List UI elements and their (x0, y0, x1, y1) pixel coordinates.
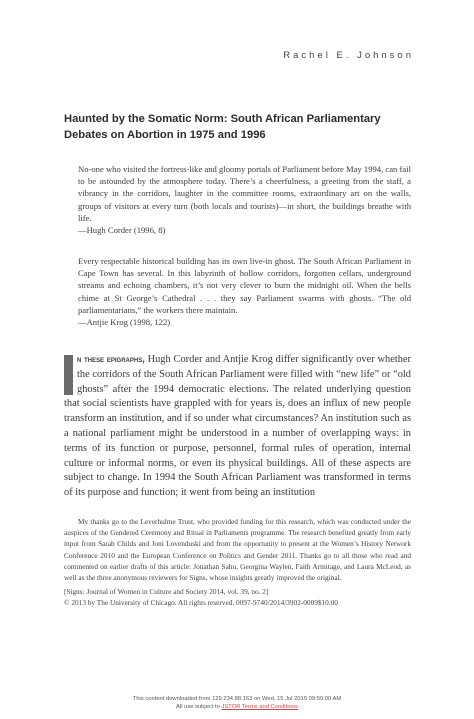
footnote-text: My thanks go to the Leverhulme Trust, who provided funding for this research, which was conducted under the auspices of the Gendered Ceremony and Ritual in Parliaments programme. The research benefited greatly from early input from Sarah Childs and Joni Lovenduski and from the opportunity to present at the Women’s History Network Conference 2010 and the European Conference on Politics and Gender 2011. Thanks go to all those who read and commented on earlier drafts of this article: Jonathan Sahu, Georgina Waylen, Faith Armitage, and Laura McLeod, as well as the three anonymous reviewers for Signs, whose insights greatly improved the original. (64, 517, 411, 583)
jstor-terms-link[interactable]: JSTOR Terms and Conditions (221, 703, 298, 710)
epigraph (78, 163, 411, 236)
drop-cap (64, 355, 73, 395)
epigraph-text: No-one who visited the fortress-like and gloomy portals of Parliament before May 1994, can fail to be astounded by the atmosphere today. There’s a cheerfulness, a greeting from the staff, a vibrancy in the corridors, laughter in the committee rooms, extraordinary art on the walls, groups of visitors at every turn (both locals and tourists)—in short, the buildings breathe with life. (78, 164, 411, 223)
journal-citation: [Signs: Journal of Women in Culture and Society 2014, vol. 39, no. 2] (64, 587, 269, 596)
terms-prefix: All use subject to (176, 703, 222, 710)
body-text: Hugh Corder and Antjie Krog differ significantly over whether the corridors of the South African Parliament were filled with “new life” or “old ghosts” after the 1994 democratic elections. The related underlying question that social scientists have grappled with for years is, does an influx of new people transform an institution, and if so under what circumstances? An institution such as a national parliament might be understood in a number of overlapping ways: in terms of its function or purpose, personnel, formal rules of operation, internal culture or informal norms, or even its physical buildings. All of these aspects are subject to change. In 1994 the South African Parliament was transformed in terms of its purpose and function; it went from being an institution (64, 354, 411, 499)
epigraph-text: Every respectable historical building has its own live-in ghost. The South African Parliament in Cape Town has several. In this labyrinth of hollow corridors, forgotten cellars, underground streams and echoing chambers, it’s not very clever to burn the midnight oil. When the bells chime at St George’s Cathedral . . . they say Parliament swarms with ghosts. “The old parliamentarians,” the workers there maintain. (78, 256, 411, 315)
body-paragraph (64, 352, 411, 501)
copyright-line: © 2013 by The University of Chicago. All rights reserved. 0097-9740/2014/3902-0009$10.00 (64, 597, 338, 607)
download-line: This content downloaded from 129.234.88.163 on Wed, 15 Jul 2015 09:59:00 AM (132, 696, 342, 702)
terms-line (0, 704, 474, 712)
epigraph-citation: —Hugh Corder (1996, 8) (78, 225, 166, 236)
epigraph (78, 255, 411, 328)
lead-in: n these epigraphs, (77, 354, 145, 364)
journal-info (64, 587, 411, 608)
acknowledgment-footnote (64, 516, 411, 583)
epigraph-citation: —Antjie Krog (1998, 122) (78, 317, 171, 328)
running-header-author: Rachel E. Johnson (283, 50, 414, 61)
download-notice (0, 696, 474, 711)
article-title: Haunted by the Somatic Norm: South African Parliamentary Debates on Abortion in 1975 and 1996 (64, 113, 381, 141)
